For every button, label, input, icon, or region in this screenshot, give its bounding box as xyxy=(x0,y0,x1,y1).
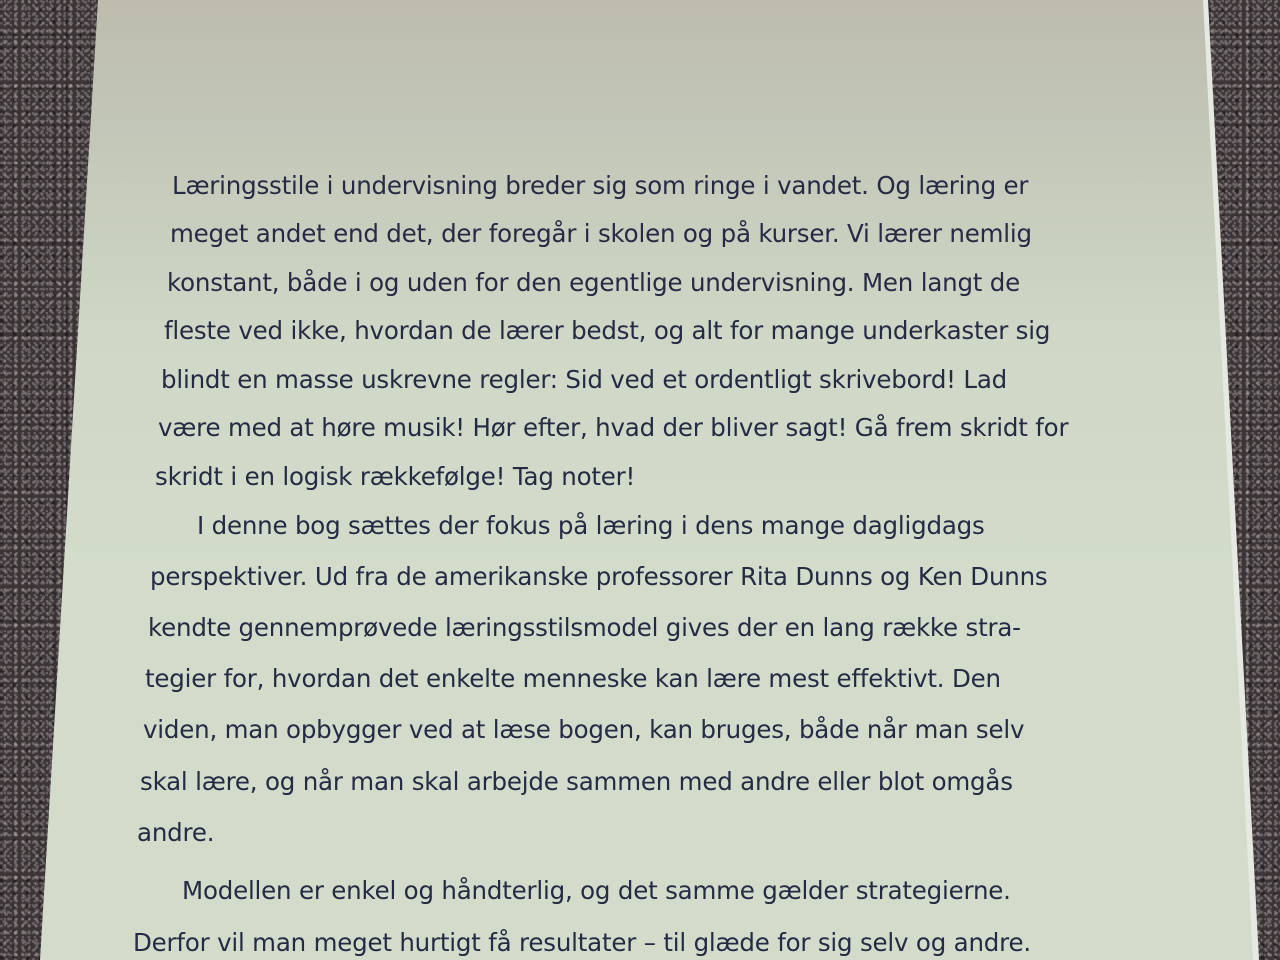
blurb-line: fleste ved ikke, hvordan de lærer bedst, og alt for mange underkaster sig xyxy=(164,316,1051,345)
blurb-line: konstant, både i og uden for den egentlige undervisning. Men langt de xyxy=(167,268,1021,297)
blurb-line: skal lære, og når man skal arbejde sammen med andre eller blot omgås xyxy=(140,767,1013,796)
blurb-line: Derfor vil man meget hurtigt få resultater – til glæde for sig selv og andre. xyxy=(133,928,1031,957)
blurb-line: Modellen er enkel og håndterlig, og det samme gælder strategierne. xyxy=(182,876,1011,905)
blurb-line: Læringsstile i undervisning breder sig som ringe i vandet. Og læring er xyxy=(172,171,1029,200)
blurb-line: blindt en masse uskrevne regler: Sid ved et ordentligt skrivebord! Lad xyxy=(161,365,1007,394)
blurb-line: skridt i en logisk rækkefølge! Tag noter! xyxy=(155,462,636,491)
blurb-line: andre. xyxy=(137,818,215,847)
blurb-line: kendte gennemprøvede læringsstilsmodel gives der en lang række stra- xyxy=(148,613,1021,642)
blurb-line: være med at høre musik! Hør efter, hvad der bliver sagt! Gå frem skridt for xyxy=(158,413,1069,442)
blurb-line: perspektiver. Ud fra de amerikanske professorer Rita Dunns og Ken Dunns xyxy=(150,562,1048,591)
blurb-line: tegier for, hvordan det enkelte menneske kan lære mest effektivt. Den xyxy=(145,664,1001,693)
blurb-line: I denne bog sættes der fokus på læring i dens mange dagligdags xyxy=(197,511,985,540)
blurb-line: viden, man opbygger ved at læse bogen, kan bruges, både når man selv xyxy=(143,715,1025,744)
blurb-line: meget andet end det, der foregår i skolen og på kurser. Vi lærer nemlig xyxy=(170,219,1032,248)
